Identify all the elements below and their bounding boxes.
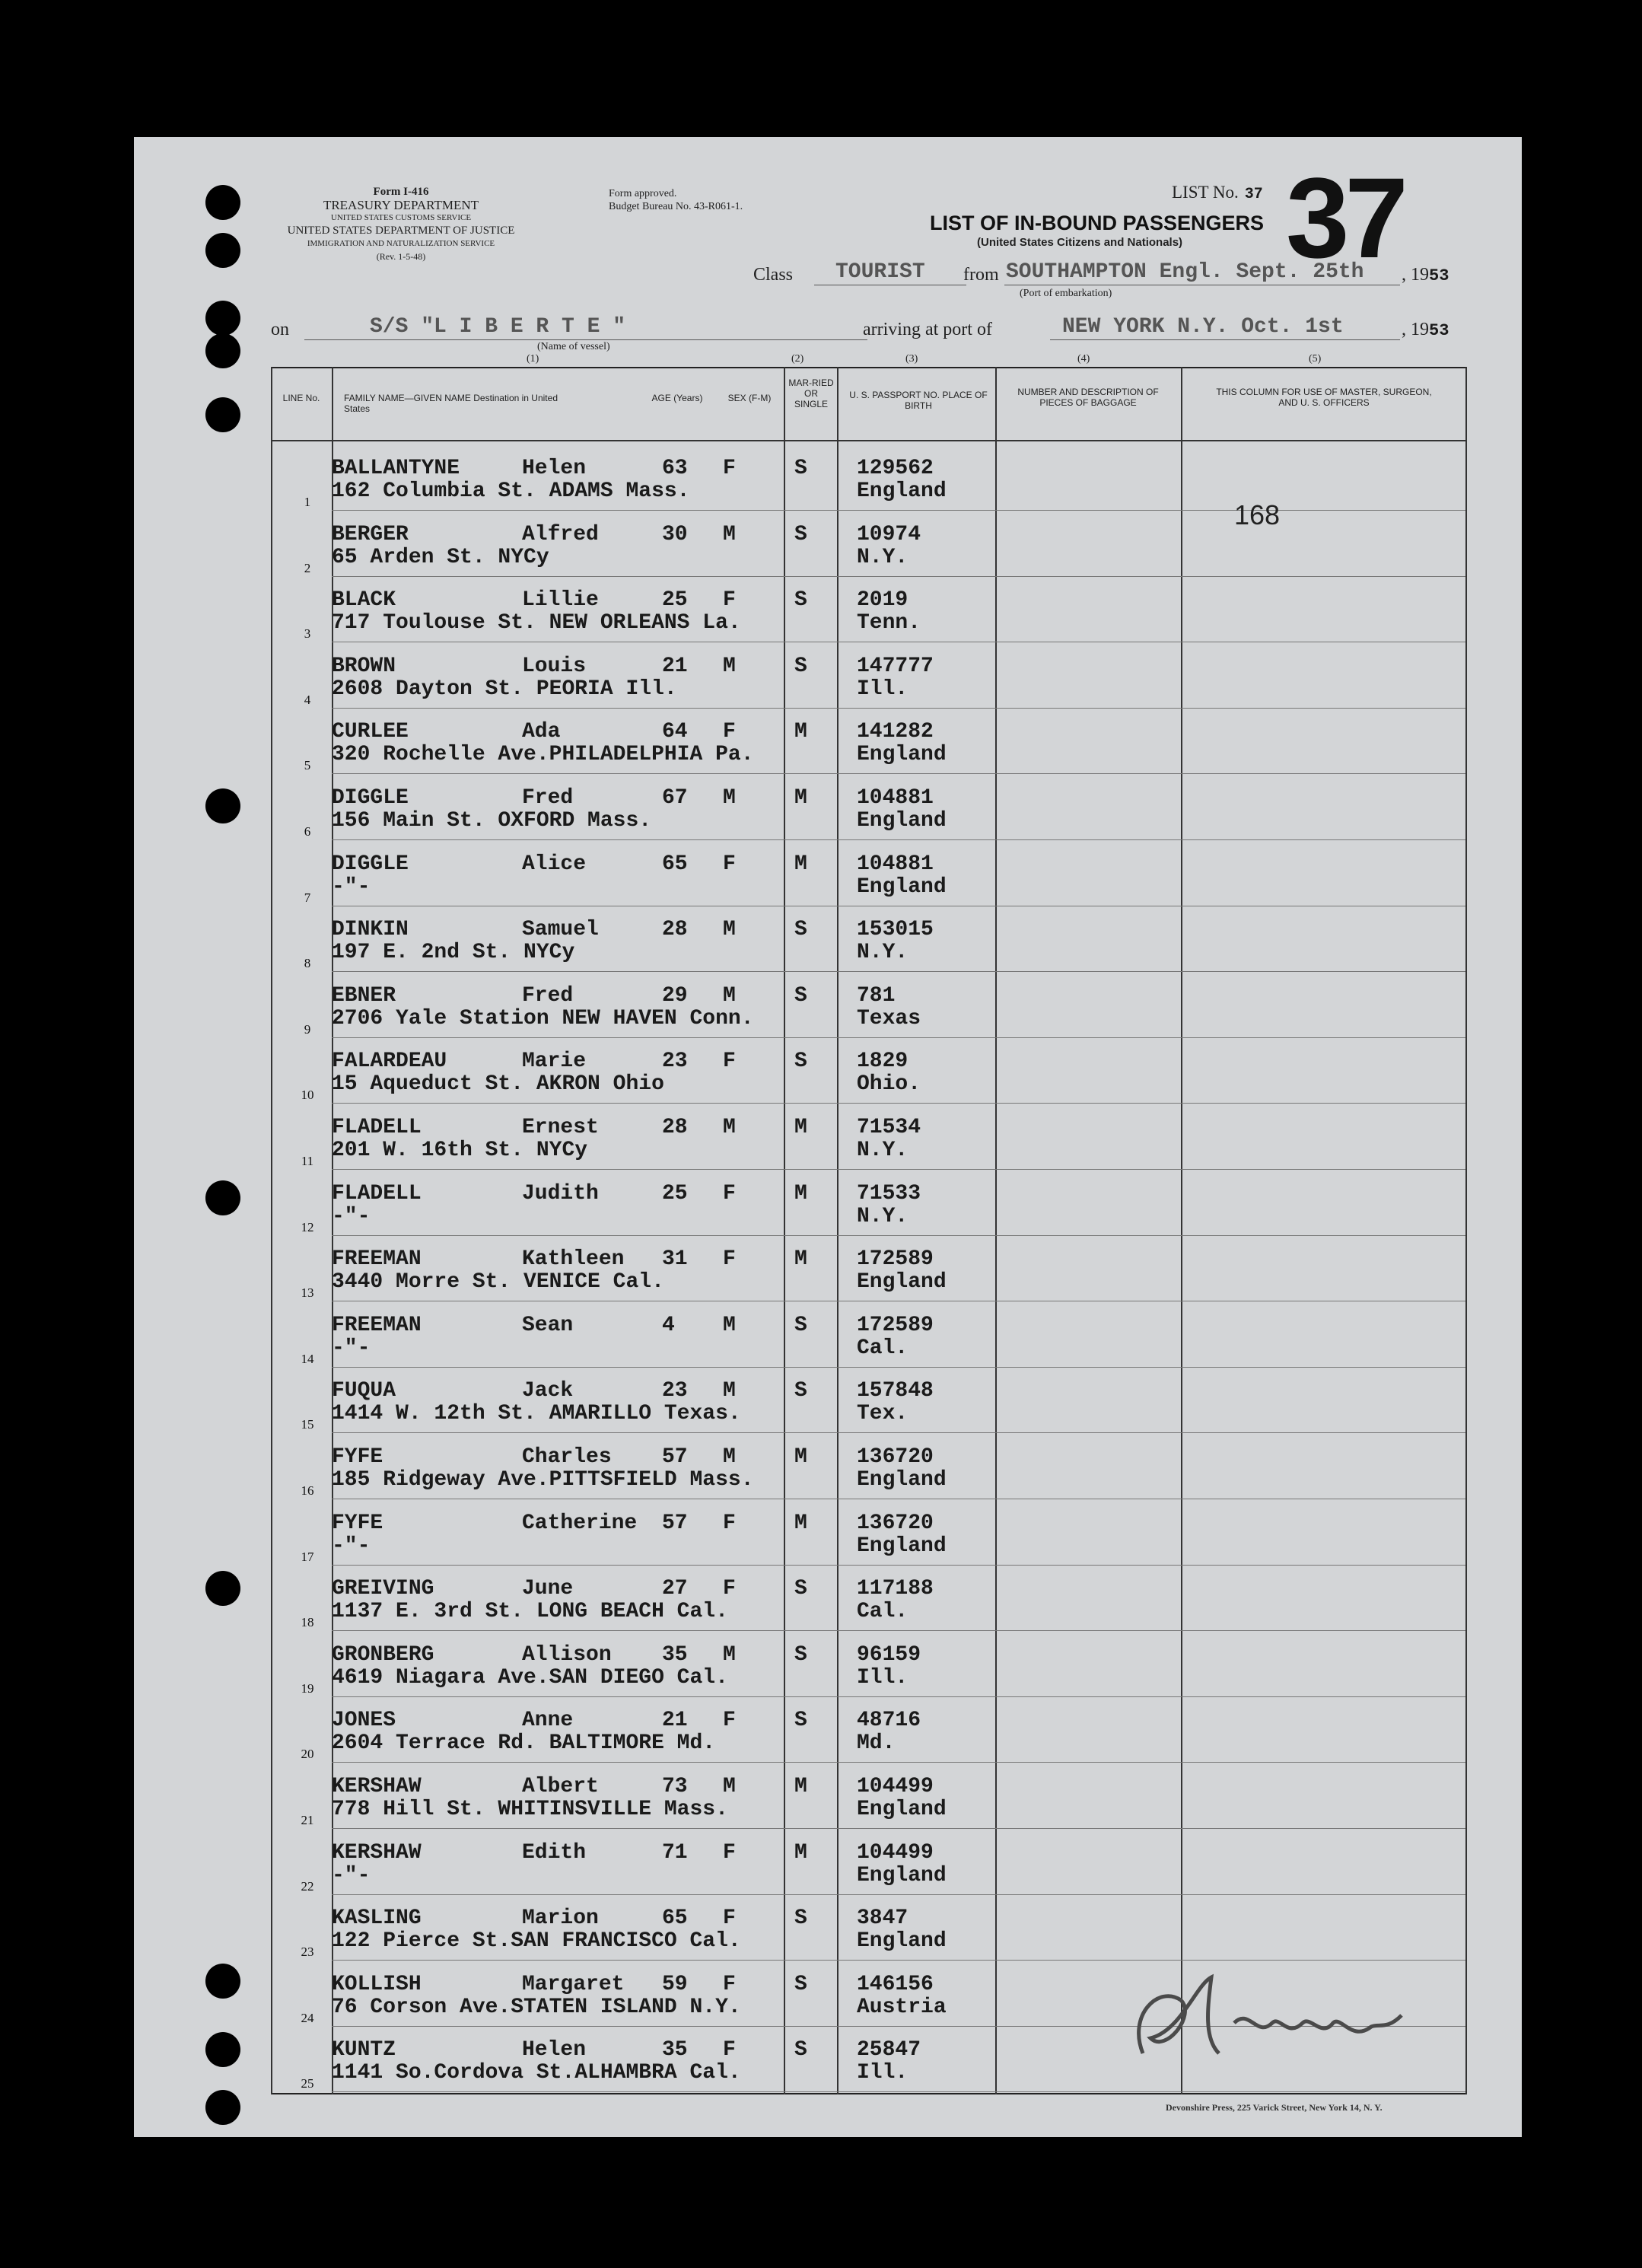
age: 65 (662, 1906, 688, 1931)
marital-status: S (794, 654, 807, 678)
col-num-1: (1) (527, 353, 539, 365)
marital-status: S (794, 1313, 807, 1337)
sex: F (723, 457, 736, 480)
place-of-birth: England (857, 874, 947, 899)
given-name: June (522, 1577, 574, 1601)
line-number: 20 (301, 1747, 314, 1762)
sex: F (723, 1906, 736, 1931)
sex: M (723, 1379, 736, 1403)
marital-status: S (794, 918, 807, 942)
given-name: Jack (522, 1379, 574, 1403)
from-year-prefix: , 19 (1402, 265, 1429, 285)
age: 21 (662, 654, 688, 678)
sex: F (723, 2038, 736, 2063)
destination: 201 W. 16th St. NYCy (332, 1139, 588, 1162)
sex: M (723, 654, 736, 678)
age: 57 (662, 1511, 688, 1535)
given-name: Marion (522, 1906, 599, 1931)
age: 35 (662, 2038, 688, 2063)
marital-status: S (794, 1379, 807, 1403)
header-line-no: LINE No. (282, 393, 320, 403)
sex: F (723, 720, 736, 744)
marital-status: S (794, 1906, 807, 1931)
arriving-value: NEW YORK N.Y. Oct. 1st (1062, 315, 1344, 339)
line-number: 21 (301, 1813, 314, 1827)
line-number: 22 (301, 1878, 314, 1894)
destination: 162 Columbia St. ADAMS Mass. (332, 479, 690, 503)
age: 31 (662, 1247, 688, 1272)
given-name: Edith (522, 1840, 587, 1865)
approval-block (609, 187, 743, 213)
passport-number: 71533 (857, 1181, 921, 1206)
family-name: DINKIN (332, 918, 409, 942)
age: 57 (662, 1445, 688, 1469)
family-name: BROWN (332, 654, 396, 678)
age: 23 (662, 1379, 688, 1403)
destination: 4619 Niagara Ave.SAN DIEGO Cal. (332, 1665, 728, 1690)
family-name: BLACK (332, 588, 396, 613)
given-name: Charles (522, 1445, 612, 1469)
family-name: FALARDEAU (332, 1050, 447, 1074)
marital-status: S (794, 457, 807, 480)
place-of-birth: England (857, 1534, 947, 1558)
line-number: 13 (301, 1285, 314, 1301)
destination: 1414 W. 12th St. AMARILLO Texas. (332, 1402, 741, 1426)
passport-number: 781 (857, 983, 896, 1008)
header-passport: U. S. PASSPORT NO. PLACE OF BIRTH (849, 390, 988, 411)
family-name: KERSHAW (332, 1840, 422, 1865)
col-num-3: (3) (905, 353, 918, 365)
family-name: JONES (332, 1709, 396, 1733)
line-number: 15 (301, 1417, 314, 1432)
binder-hole (205, 185, 240, 220)
age: 25 (662, 588, 688, 613)
page-subtitle: (United States Citizens and Nationals) (977, 236, 1183, 249)
passport-number: 172589 (857, 1247, 934, 1272)
given-name: Alice (522, 852, 587, 876)
binder-hole (205, 333, 240, 368)
arriving-label: arriving at port of (863, 320, 992, 339)
age: 28 (662, 1116, 688, 1139)
sex: F (723, 1050, 736, 1074)
destination: -"- (332, 1336, 371, 1360)
marital-status: M (794, 1775, 807, 1798)
passport-number: 104881 (857, 852, 934, 876)
destination: 185 Ridgeway Ave.PITTSFIELD Mass. (332, 1468, 754, 1492)
from-label: from (963, 265, 999, 285)
destination: -"- (332, 1863, 371, 1887)
line-number: 1 (304, 495, 311, 509)
sex: M (723, 786, 736, 810)
place-of-birth: England (857, 479, 947, 503)
family-name: FYFE (332, 1445, 383, 1469)
passport-number: 117188 (857, 1577, 934, 1601)
place-of-birth: N.Y. (857, 1204, 909, 1228)
age: 59 (662, 1972, 688, 1996)
line-number: 16 (301, 1483, 314, 1498)
destination: 197 E. 2nd St. NYCy (332, 941, 575, 965)
sex: F (723, 1511, 736, 1535)
marital-status: M (794, 1247, 807, 1272)
destination: 320 Rochelle Ave.PHILADELPHIA Pa. (332, 743, 754, 767)
passport-number: 147777 (857, 654, 934, 678)
given-name: Sean (522, 1313, 574, 1337)
sex: F (723, 588, 736, 613)
destination: 2604 Terrace Rd. BALTIMORE Md. (332, 1731, 716, 1756)
place-of-birth: Cal. (857, 1600, 909, 1624)
age: 23 (662, 1050, 688, 1074)
given-name: Samuel (522, 918, 599, 942)
arriving-year-value: 53 (1429, 321, 1449, 340)
given-name: Fred (522, 786, 574, 810)
marital-status: S (794, 1709, 807, 1733)
sex: M (723, 1642, 736, 1667)
port-caption: (Port of embarkation) (1020, 288, 1112, 299)
printer-footer: Devonshire Press, 225 Varick Street, New York 14, N. Y. (1166, 2102, 1383, 2113)
place-of-birth: England (857, 1270, 947, 1295)
form-number: Form I-416 (373, 186, 429, 198)
family-name: FREEMAN (332, 1247, 422, 1272)
officer-annotation: 168 (1234, 499, 1281, 530)
given-name: Lillie (522, 588, 599, 613)
passport-number: 71534 (857, 1116, 921, 1139)
place-of-birth: Austria (857, 1995, 947, 2019)
family-name: DIGGLE (332, 786, 409, 810)
line-number: 24 (301, 2010, 314, 2025)
sex: F (723, 1972, 736, 1996)
binder-hole (205, 2032, 240, 2067)
line-number: 7 (304, 890, 311, 905)
age: 21 (662, 1709, 688, 1733)
sex: F (723, 1247, 736, 1272)
passport-number: 104499 (857, 1840, 934, 1865)
destination: -"- (332, 874, 371, 899)
marital-status: M (794, 1116, 807, 1139)
line-number: 18 (301, 1615, 314, 1630)
passport-number: 136720 (857, 1511, 934, 1535)
age: 27 (662, 1577, 688, 1601)
passport-number: 10974 (857, 522, 921, 546)
place-of-birth: England (857, 1798, 947, 1821)
marital-status: M (794, 720, 807, 744)
marital-status: M (794, 1181, 807, 1206)
treasury-label: TREASURY DEPARTMENT (323, 198, 479, 212)
list-number-stamp: 37 (1286, 154, 1404, 282)
list-label: LIST No. (1172, 183, 1239, 202)
customs-label: UNITED STATES CUSTOMS SERVICE (330, 213, 472, 222)
officer-signature (1112, 1970, 1417, 2082)
given-name: Anne (522, 1709, 574, 1733)
place-of-birth: Texas (857, 1006, 921, 1030)
passport-number: 25847 (857, 2038, 921, 2063)
given-name: Marie (522, 1050, 587, 1074)
marital-status: S (794, 1642, 807, 1667)
family-name: KASLING (332, 1906, 422, 1931)
family-name: BALLANTYNE (332, 457, 460, 480)
vessel-caption: (Name of vessel) (537, 341, 610, 352)
given-name: Albert (522, 1775, 599, 1798)
destination: 122 Pierce St.SAN FRANCISCO Cal. (332, 1929, 741, 1954)
line-number: 19 (301, 1680, 314, 1696)
family-name: FREEMAN (332, 1313, 422, 1337)
given-name: Alfred (522, 522, 599, 546)
line-number: 8 (304, 956, 311, 971)
line-number: 11 (301, 1154, 314, 1168)
list-number (1172, 183, 1263, 203)
sex: M (723, 1445, 736, 1469)
header-officers: THIS COLUMN FOR USE OF MASTER, SURGEON, AND U. S. OFFICERS (1216, 387, 1432, 408)
age: 4 (662, 1313, 675, 1337)
sex: F (723, 1840, 736, 1865)
destination: 76 Corson Ave.STATEN ISLAND N.Y. (332, 1995, 741, 2019)
passport-number: 172589 (857, 1313, 934, 1337)
page-title: LIST OF IN-BOUND PASSENGERS (930, 212, 1265, 234)
place-of-birth: Ill. (857, 677, 909, 701)
destination: 2706 Yale Station NEW HAVEN Conn. (332, 1006, 754, 1030)
sex: M (723, 1313, 736, 1337)
revision-label: (Rev. 1-5-48) (376, 251, 426, 262)
passport-number: 2019 (857, 588, 909, 613)
given-name: Louis (522, 654, 587, 678)
given-name: Ernest (522, 1116, 599, 1139)
binder-hole (205, 233, 240, 268)
age: 25 (662, 1181, 688, 1206)
place-of-birth: England (857, 743, 947, 767)
header-age: AGE (Years) (651, 393, 703, 403)
destination: 717 Toulouse St. NEW ORLEANS La. (332, 611, 741, 635)
place-of-birth: England (857, 1863, 947, 1887)
header-sex: SEX (F-M) (727, 393, 772, 403)
marital-status: M (794, 786, 807, 810)
passport-number: 146156 (857, 1972, 934, 1996)
binder-hole (205, 1964, 240, 1999)
place-of-birth: England (857, 1468, 947, 1492)
marital-status: S (794, 1577, 807, 1601)
destination: 156 Main St. OXFORD Mass. (332, 809, 652, 833)
passport-number: 129562 (857, 457, 934, 480)
marital-status: S (794, 1972, 807, 1996)
family-name: KUNTZ (332, 2038, 396, 2063)
passport-number: 157848 (857, 1379, 934, 1403)
class-value: TOURIST (835, 260, 925, 284)
given-name: Helen (522, 2038, 587, 2063)
sex: F (723, 1709, 736, 1733)
place-of-birth: Ill. (857, 1665, 909, 1690)
line-number: 6 (304, 824, 311, 839)
marital-status: M (794, 852, 807, 876)
family-name: FLADELL (332, 1116, 422, 1139)
family-name: KERSHAW (332, 1775, 422, 1798)
arriving-year-label (1402, 320, 1449, 340)
line-number: 23 (301, 1945, 314, 1960)
family-name: EBNER (332, 983, 396, 1008)
given-name: Kathleen (522, 1247, 625, 1272)
line-number: 12 (301, 1219, 314, 1234)
place-of-birth: Tenn. (857, 611, 921, 635)
budget-bureau: Budget Bureau No. 43-R061-1. (609, 201, 743, 212)
family-name: KOLLISH (332, 1972, 422, 1996)
destination: 15 Aqueduct St. AKRON Ohio (332, 1072, 664, 1097)
passport-number: 1829 (857, 1050, 909, 1074)
line-number: 17 (301, 1549, 314, 1564)
family-name: FLADELL (332, 1181, 422, 1206)
destination: 1137 E. 3rd St. LONG BEACH Cal. (332, 1600, 728, 1624)
signature-scribble (1112, 1970, 1417, 2069)
place-of-birth: N.Y. (857, 941, 909, 965)
sex: M (723, 1775, 736, 1798)
from-year-value: 53 (1429, 266, 1449, 285)
family-name: GRONBERG (332, 1642, 434, 1667)
sex: M (723, 1116, 736, 1139)
destination: 778 Hill St. WHITINSVILLE Mass. (332, 1798, 728, 1821)
col-num-5: (5) (1309, 353, 1322, 365)
given-name: Fred (522, 983, 574, 1008)
destination: 65 Arden St. NYCy (332, 545, 549, 569)
given-name: Ada (522, 720, 561, 744)
line-number: 2 (304, 560, 311, 575)
vessel-name: S/S "L I B E R T E " (370, 315, 626, 339)
from-year-label (1402, 265, 1449, 285)
place-of-birth: Tex. (857, 1402, 909, 1426)
place-of-birth: Ohio. (857, 1072, 921, 1097)
from-value: SOUTHAMPTON Engl. Sept. 25th (1006, 260, 1364, 284)
on-label: on (271, 320, 289, 339)
destination: -"- (332, 1204, 371, 1228)
age: 63 (662, 457, 688, 480)
passport-number: 141282 (857, 720, 934, 744)
sex: F (723, 852, 736, 876)
marital-status: S (794, 983, 807, 1008)
given-name: Allison (522, 1642, 612, 1667)
sex: M (723, 522, 736, 546)
line-number: 25 (301, 2076, 314, 2091)
age: 67 (662, 786, 688, 810)
line-number: 10 (301, 1088, 314, 1103)
family-name: GREIVING (332, 1577, 434, 1601)
passport-number: 48716 (857, 1709, 921, 1733)
place-of-birth: N.Y. (857, 1139, 909, 1162)
age: 73 (662, 1775, 688, 1798)
binder-hole (205, 1180, 240, 1215)
line-number: 9 (304, 1021, 311, 1037)
family-name: FUQUA (332, 1379, 396, 1403)
binder-hole (205, 397, 240, 432)
form-agency-block (268, 186, 534, 263)
line-number: 14 (301, 1351, 314, 1366)
place-of-birth: Ill. (857, 2061, 909, 2085)
age: 65 (662, 852, 688, 876)
marital-status: M (794, 1445, 807, 1469)
age: 64 (662, 720, 688, 744)
line-number: 4 (304, 692, 311, 707)
destination: 2608 Dayton St. PEORIA Ill. (332, 677, 677, 701)
arriving-year-prefix: , 19 (1402, 320, 1429, 339)
age: 29 (662, 983, 688, 1008)
sex: M (723, 918, 736, 942)
family-name: FYFE (332, 1511, 383, 1535)
place-of-birth: N.Y. (857, 545, 909, 569)
passport-number: 96159 (857, 1642, 921, 1667)
binder-hole (205, 788, 240, 823)
marital-status: S (794, 2038, 807, 2063)
marital-status: M (794, 1840, 807, 1865)
binder-hole (205, 2090, 240, 2125)
family-name: CURLEE (332, 720, 409, 744)
passport-number: 104499 (857, 1775, 934, 1798)
destination: 1141 So.Cordova St.ALHAMBRA Cal. (332, 2061, 741, 2085)
destination: 3440 Morre St. VENICE Cal. (332, 1270, 664, 1295)
marital-status: M (794, 1511, 807, 1535)
justice-label: UNITED STATES DEPARTMENT OF JUSTICE (287, 225, 515, 237)
marital-status: S (794, 588, 807, 613)
age: 30 (662, 522, 688, 546)
line-number: 5 (304, 758, 311, 773)
given-name: Judith (522, 1181, 599, 1206)
sex: F (723, 1181, 736, 1206)
family-name: BERGER (332, 522, 409, 546)
given-name: Margaret (522, 1972, 625, 1996)
passport-number: 3847 (857, 1906, 909, 1931)
col-num-2: (2) (791, 353, 804, 365)
sex: M (723, 983, 736, 1008)
age: 71 (662, 1840, 688, 1865)
place-of-birth: England (857, 1929, 947, 1954)
header-married: MAR-RIED OR SINGLE (788, 377, 834, 409)
family-name: DIGGLE (332, 852, 409, 876)
col-num-4: (4) (1077, 353, 1090, 365)
given-name: Helen (522, 457, 587, 480)
age: 28 (662, 918, 688, 942)
passport-number: 136720 (857, 1445, 934, 1469)
list-number-typed: 37 (1244, 186, 1263, 203)
place-of-birth: England (857, 809, 947, 833)
marital-status: S (794, 1050, 807, 1074)
binder-hole (205, 1571, 240, 1606)
passport-number: 104881 (857, 786, 934, 810)
given-name: Catherine (522, 1511, 638, 1535)
line-number: 3 (304, 626, 311, 642)
sex: F (723, 1577, 736, 1601)
passport-number: 153015 (857, 918, 934, 942)
place-of-birth: Md. (857, 1731, 896, 1756)
header-baggage: NUMBER AND DESCRIPTION OF PIECES OF BAGGAGE (1017, 387, 1159, 408)
header-name: FAMILY NAME—GIVEN NAME Destination in United States (344, 393, 558, 414)
marital-status: S (794, 522, 807, 546)
destination: -"- (332, 1534, 371, 1558)
form-approved: Form approved. (609, 188, 677, 199)
binder-hole (205, 301, 240, 336)
immigration-label: IMMIGRATION AND NATURALIZATION SERVICE (307, 239, 495, 248)
class-label: Class (753, 265, 794, 285)
age: 35 (662, 1642, 688, 1667)
place-of-birth: Cal. (857, 1336, 909, 1360)
